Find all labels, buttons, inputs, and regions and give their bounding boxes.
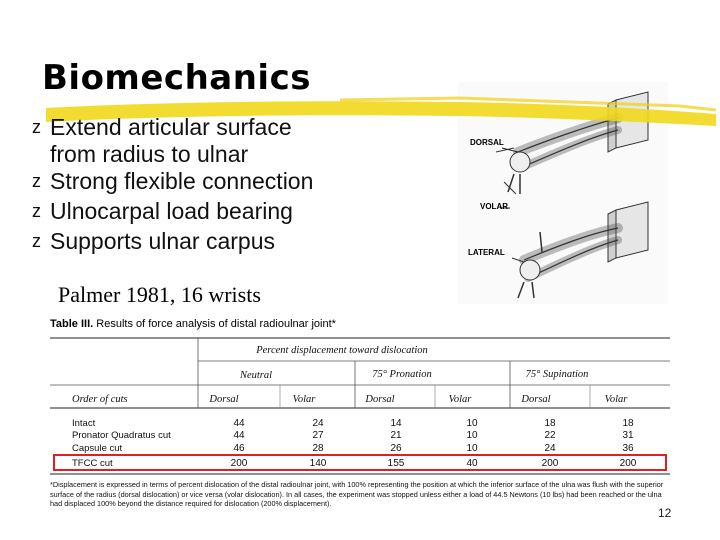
lateral-label: LATERAL <box>468 248 505 257</box>
bullet-text: Strong flexible connection <box>50 168 314 194</box>
row-label: Pronator Quadratus cut <box>72 430 171 441</box>
bullet-icon: z <box>32 171 41 191</box>
table-row <box>72 443 634 454</box>
cell: 46 <box>233 443 245 454</box>
cell: 36 <box>622 443 634 454</box>
cell: 14 <box>390 418 402 429</box>
table-caption <box>50 318 336 330</box>
row-label: TFCC cut <box>72 458 113 469</box>
bullet-list <box>32 112 462 256</box>
cell: 200 <box>619 458 637 469</box>
cell: 24 <box>544 443 556 454</box>
bullet-text: Ulnocarpal load bearing <box>50 198 293 224</box>
table-row-highlighted <box>54 455 666 470</box>
bullet-icon: z <box>32 231 41 251</box>
bullet-text-continued: from radius to ulnar <box>50 141 249 167</box>
cell: 28 <box>312 443 324 454</box>
cell: 10 <box>466 430 478 441</box>
cell: 155 <box>387 458 405 469</box>
cell: 18 <box>544 418 556 429</box>
row-label: Intact <box>72 418 96 429</box>
slide-title: Biomechanics <box>42 58 311 98</box>
cell: 40 <box>466 458 478 469</box>
cell: 18 <box>622 418 634 429</box>
cell: 200 <box>230 458 248 469</box>
subheader-volar: Volar <box>292 394 316 405</box>
volar-label: VOLAR <box>480 202 508 211</box>
cell: 10 <box>466 418 478 429</box>
bullet-item <box>32 166 462 196</box>
highlight-box <box>54 455 666 470</box>
bullet-icon: z <box>32 201 41 221</box>
super-header: Percent displacement toward dislocation <box>256 345 428 356</box>
subheader-volar: Volar <box>448 394 472 405</box>
cell: 44 <box>233 418 245 429</box>
group-header-pronation: 75° Pronation <box>372 369 432 380</box>
table-footnote: *Displacement is expressed in terms of percent dislocation of the distal radioulnar joint, with 100% representing the position at which the inferior surface of the ulna was flush with the superior surface of the radius (dorsal dislocation) or vice versa (volar dislocation). In all cases, the experiment was stopped unless either a load of 44.5 Newtons (10 lbs) had been reached or the ulna had displaced 100% beyond the distance required for dislocation (200% displacement). <box>50 480 664 508</box>
row-label: Capsule cut <box>72 443 123 454</box>
cell: 27 <box>312 430 324 441</box>
bullet-item <box>32 196 462 226</box>
bullet-text: Supports ulnar carpus <box>50 228 276 254</box>
bullet-icon: z <box>32 117 41 137</box>
citation: Palmer 1981, 16 wrists <box>58 282 261 307</box>
table-row <box>72 430 634 441</box>
subheader-dorsal: Dorsal <box>365 394 395 405</box>
subheader-dorsal: Dorsal <box>521 394 551 405</box>
table-caption-text: Results of force analysis of distal radioulnar joint* <box>96 318 336 330</box>
cell: 31 <box>622 430 634 441</box>
page-number: 12 <box>658 506 672 520</box>
cell: 21 <box>390 430 402 441</box>
group-header-supination: 75° Supination <box>525 369 589 380</box>
cell: 140 <box>309 458 327 469</box>
group-header-neutral: Neutral <box>239 370 273 381</box>
cell: 26 <box>390 443 402 454</box>
table-row <box>72 418 634 429</box>
results-table <box>50 336 670 476</box>
subheader-volar: Volar <box>604 394 628 405</box>
cell: 44 <box>233 430 245 441</box>
cell: 10 <box>466 443 478 454</box>
table-number: Table III. <box>50 318 94 330</box>
order-of-cuts-header: Order of cuts <box>72 394 128 405</box>
bullet-item <box>32 112 462 166</box>
bullet-item <box>32 226 462 256</box>
cell: 22 <box>544 430 556 441</box>
cell: 200 <box>541 458 559 469</box>
bullet-text: Extend articular surface <box>50 114 292 140</box>
subheader-dorsal: Dorsal <box>209 394 239 405</box>
cell: 24 <box>312 418 324 429</box>
dorsal-label: DORSAL <box>470 138 504 147</box>
